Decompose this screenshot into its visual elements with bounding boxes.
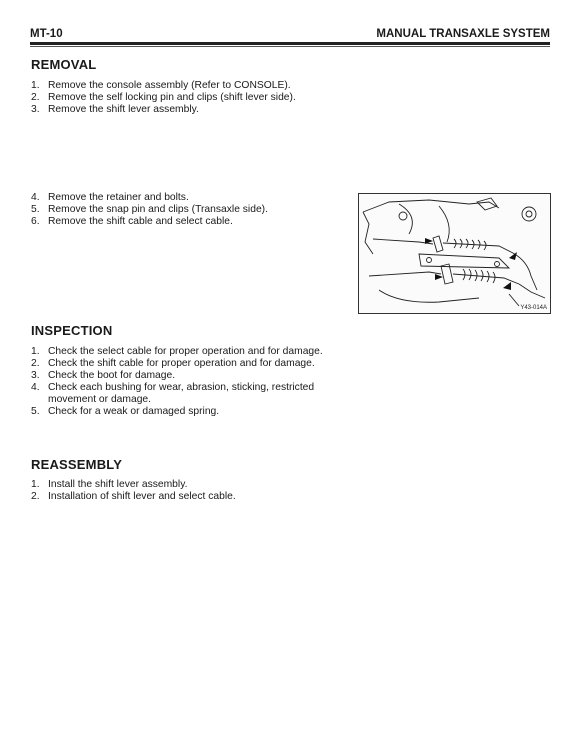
- step-number: 4.: [31, 192, 40, 203]
- cable-removal-figure: [358, 193, 551, 314]
- reassembly-heading: REASSEMBLY: [31, 457, 123, 472]
- step-text: Remove the self locking pin and clips (shift lever side).: [48, 92, 296, 103]
- figure-code: Y43-014A: [520, 305, 547, 311]
- removal-heading: REMOVAL: [31, 57, 97, 72]
- list-item: [31, 92, 331, 104]
- inspection-heading: INSPECTION: [31, 323, 113, 338]
- step-number: 2.: [31, 92, 40, 103]
- list-item: [31, 382, 323, 406]
- cable-illustration: [359, 194, 550, 313]
- list-item: [31, 80, 331, 92]
- step-text: Check for a weak or damaged spring.: [48, 406, 220, 417]
- step-number: 2.: [31, 358, 40, 369]
- list-item: [31, 216, 331, 228]
- step-text: Remove the shift cable and select cable.: [48, 216, 233, 227]
- step-number: 5.: [31, 204, 40, 215]
- list-item: [31, 370, 323, 382]
- step-number: 5.: [31, 406, 40, 417]
- page-code: MT-10: [30, 28, 63, 40]
- step-text: Remove the snap pin and clips (Transaxle side).: [48, 204, 268, 215]
- removal-steps-b: [31, 192, 331, 228]
- inspection-steps: [31, 346, 323, 418]
- list-item: [31, 104, 331, 116]
- step-text: Check each bushing for wear, abrasion, sticking, restricted movement or damage.: [48, 382, 315, 405]
- step-number: 1.: [31, 80, 40, 91]
- removal-steps-a: [31, 80, 331, 116]
- step-number: 1.: [31, 479, 40, 490]
- step-text: Check the select cable for proper operation and for damage.: [48, 346, 323, 357]
- step-number: 6.: [31, 216, 40, 227]
- step-text: Remove the retainer and bolts.: [48, 192, 189, 203]
- step-number: 3.: [31, 104, 40, 115]
- step-text: Install the shift lever assembly.: [48, 479, 188, 490]
- step-text: Remove the console assembly (Refer to CONSOLE).: [48, 80, 291, 91]
- header-rule-thick: [30, 42, 550, 45]
- list-item: [31, 358, 323, 370]
- step-number: 4.: [31, 382, 40, 393]
- step-text: Installation of shift lever and select cable.: [48, 491, 236, 502]
- step-number: 1.: [31, 346, 40, 357]
- reassembly-steps: [31, 479, 331, 503]
- system-title: MANUAL TRANSAXLE SYSTEM: [376, 28, 550, 40]
- step-text: Check the boot for damage.: [48, 370, 176, 381]
- step-text: Check the shift cable for proper operation and for damage.: [48, 358, 315, 369]
- list-item: [31, 491, 331, 503]
- step-text: Remove the shift lever assembly.: [48, 104, 199, 115]
- step-number: 3.: [31, 370, 40, 381]
- step-number: 2.: [31, 491, 40, 502]
- page-header: [30, 28, 550, 42]
- list-item: [31, 346, 323, 358]
- header-rule-thin: [30, 46, 550, 47]
- list-item: [31, 479, 331, 491]
- list-item: [31, 204, 331, 216]
- list-item: [31, 192, 331, 204]
- list-item: [31, 406, 323, 418]
